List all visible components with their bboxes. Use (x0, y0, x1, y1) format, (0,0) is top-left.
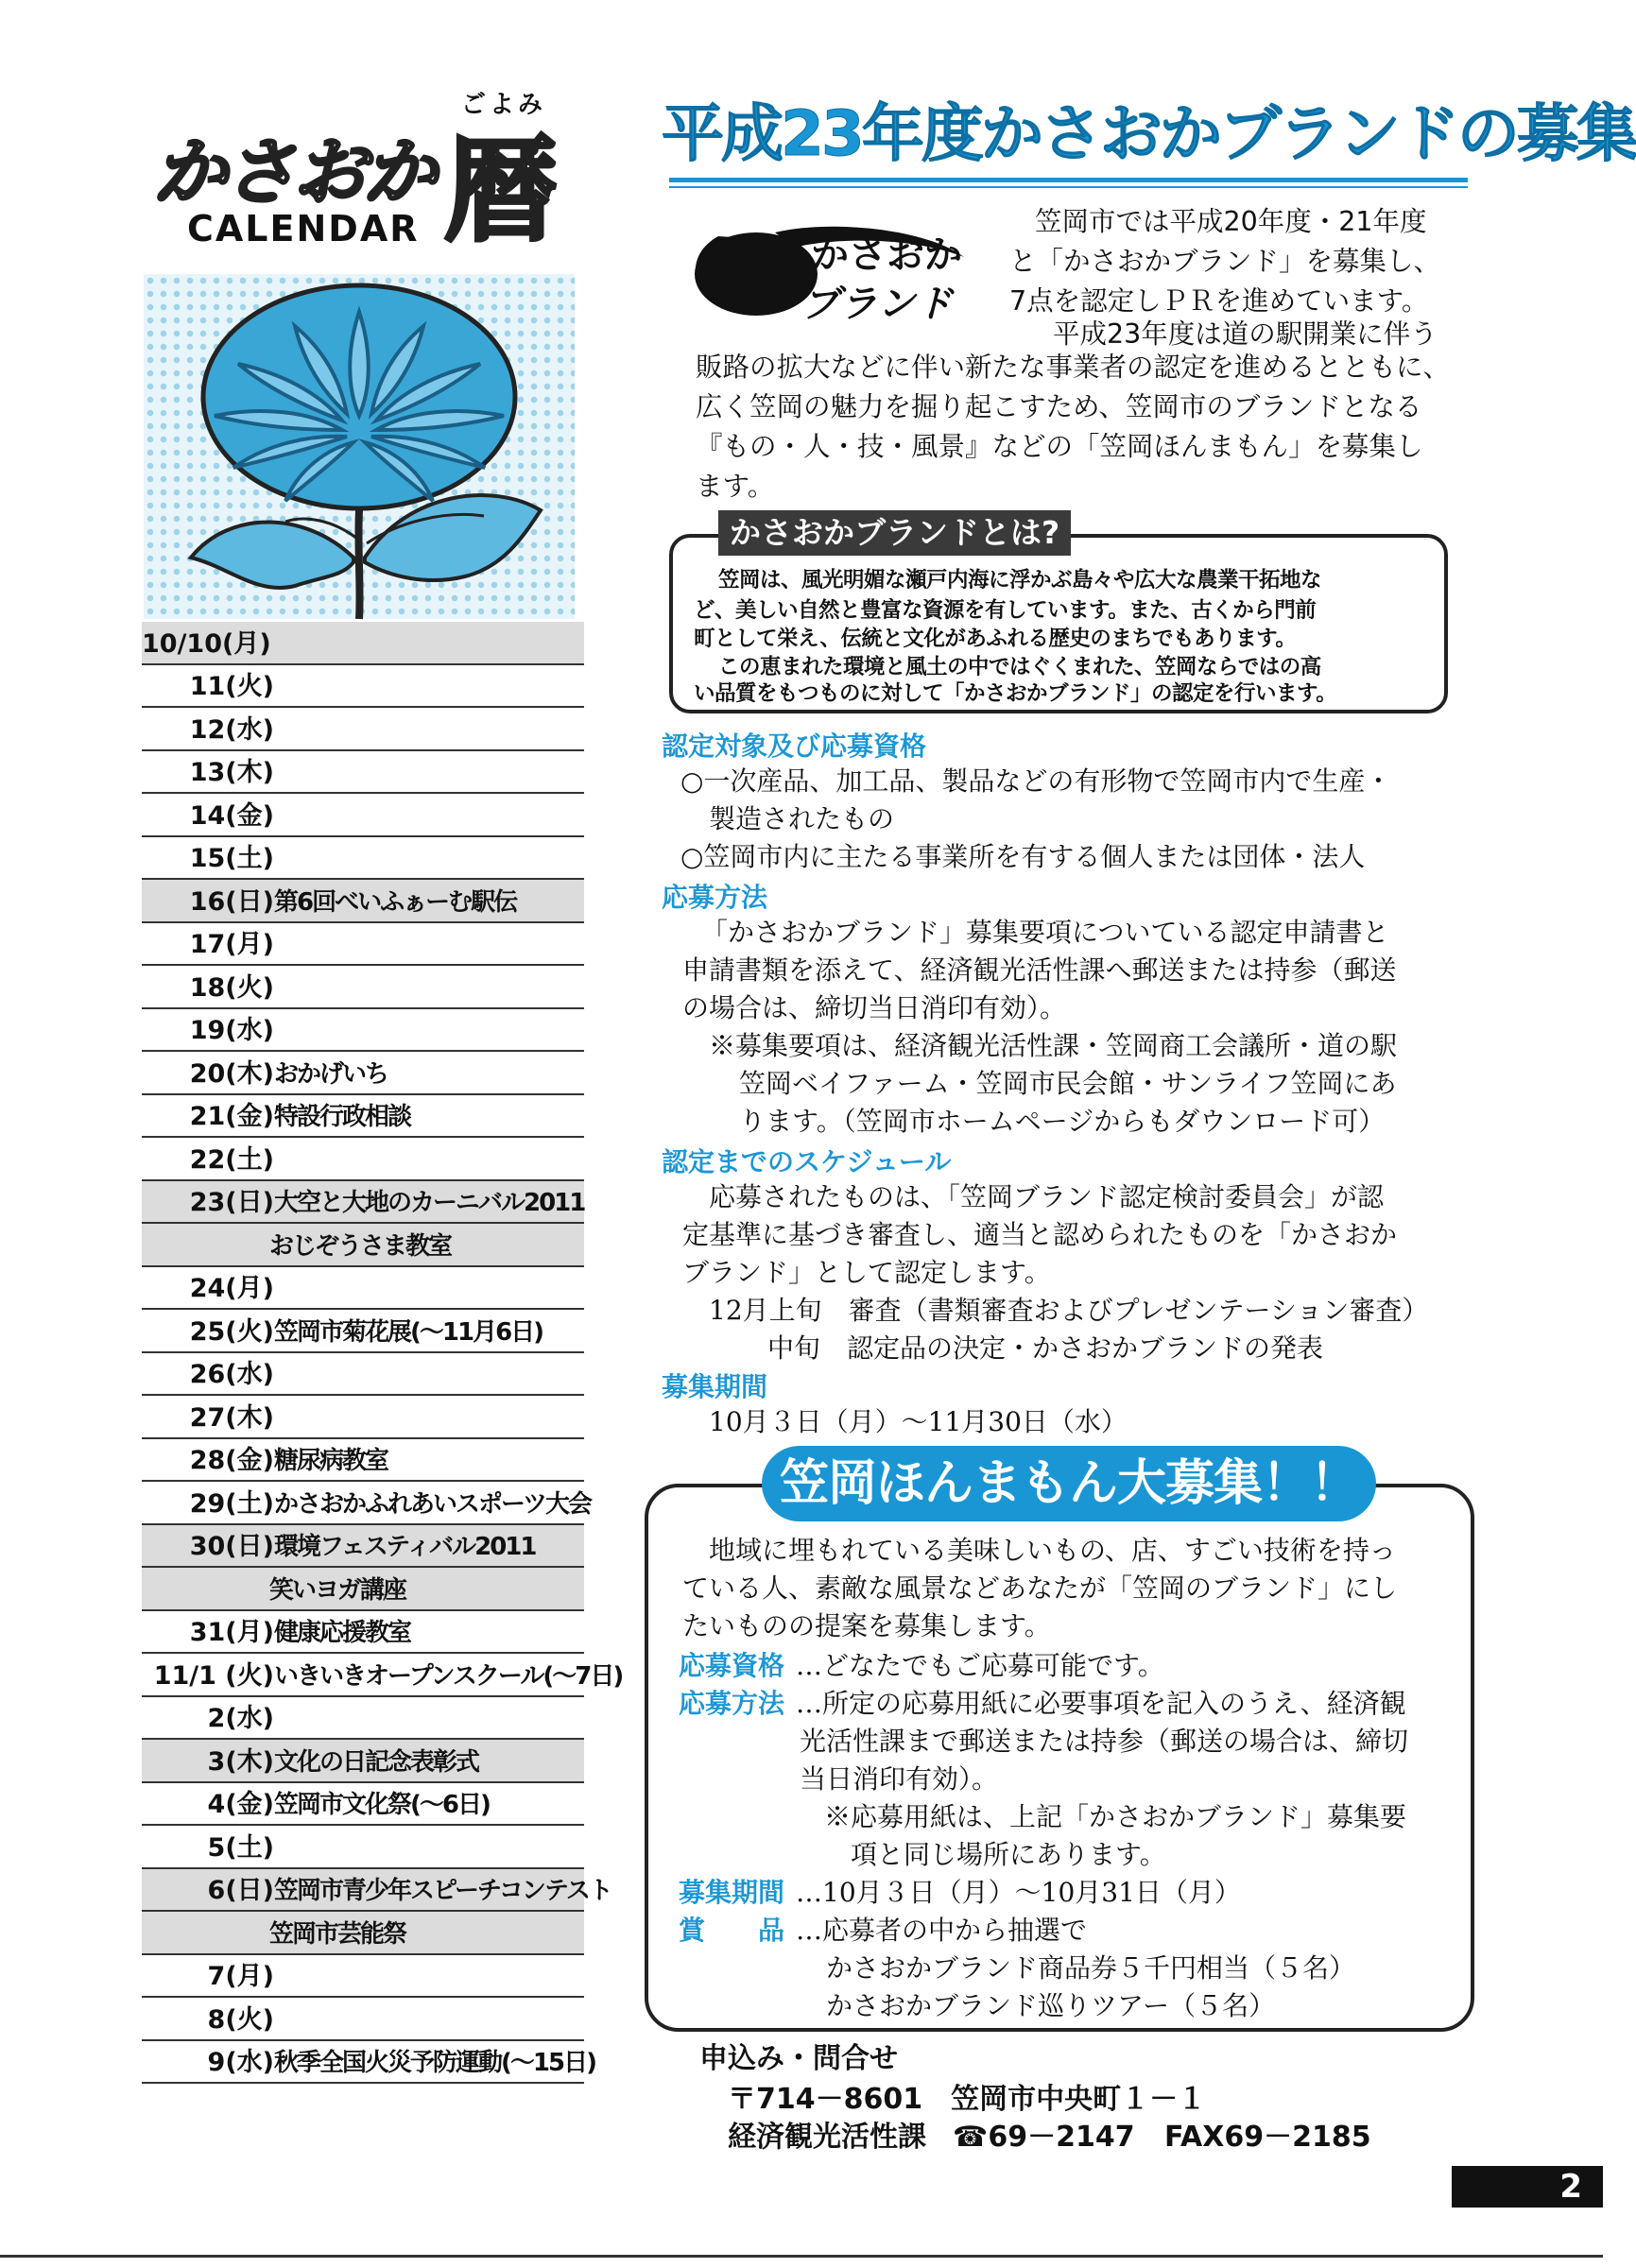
calendar-date: 19(水) (189, 1016, 274, 1045)
calendar-row (142, 1138, 584, 1181)
calendar-date: 30(日) (189, 1532, 274, 1561)
calendar-row (142, 2041, 595, 2085)
logo-english: CALENDAR (187, 208, 420, 249)
calendar-row (142, 1783, 584, 1827)
calendar-date: 20(木) (189, 1058, 274, 1089)
page-number: 2 (1452, 2166, 1603, 2208)
honmamon-intro-line: 地域に埋もれている美味しいもの、店、すごい技術を持っ (709, 1535, 1396, 1566)
contact-tel: ☎69－2147 (953, 2121, 1135, 2154)
calendar-date: 7(月) (207, 1962, 274, 1991)
article-title: 平成23年度かさおかブランドの募集 (662, 97, 1636, 170)
calendar-row (142, 1482, 591, 1525)
section-line: 笠岡ベイファーム・笠岡市民会館・サンライフ笠岡にあ (739, 1068, 1397, 1099)
calendar-row (142, 1052, 584, 1095)
calendar-date: 15(土) (189, 844, 274, 873)
about-line: 町として栄え、伝統と文化があふれる歴史のまちでもあります。 (694, 627, 1297, 651)
chrysanthemum-icon (144, 274, 575, 619)
bottom-rule (0, 2255, 1603, 2258)
calendar-event: いきいきオープンスクール(～7日) (274, 1661, 623, 1691)
intro-line: 広く笠岡の魅力を掘り起こすため、笠岡市のブランドとなる (696, 391, 1422, 422)
calendar-row (142, 1310, 584, 1353)
calendar-row (142, 1181, 584, 1225)
contact-fax: FAX69－2185 (1164, 2121, 1371, 2154)
method-line: 光活性課まで郵送または持参（郵送の場合は、締切 (800, 1726, 1409, 1757)
calendar-date: 22(土) (189, 1144, 274, 1175)
calendar-row (142, 1353, 584, 1397)
calendar-date: 10/10(月) (142, 628, 271, 659)
section-heading-period: 募集期間 (662, 1371, 768, 1402)
calendar-row (142, 1912, 584, 1955)
calendar-row (142, 1224, 584, 1267)
section-line: 製造されたもの (709, 803, 895, 834)
calendar-row (142, 1568, 584, 1611)
calendar-date: 9(水) (207, 2048, 274, 2077)
calendar-logo (142, 85, 577, 255)
calendar-row (142, 1955, 584, 1999)
calendar-event: 特設行政相談 (274, 1103, 411, 1131)
calendar-row (142, 622, 584, 665)
section-line: ○笠岡市内に主たる事業所を有する個人または団体・法人 (680, 841, 1366, 872)
section-line: ります。（笠岡市ホームページからもダウンロード可） (739, 1106, 1386, 1137)
calendar-event: 笠岡市菊花展(～11月6日) (274, 1317, 543, 1347)
contact-heading: 申込み・問合せ (699, 2042, 898, 2075)
calendar-row (142, 1009, 584, 1053)
method-line: …所定の応募用紙に必要事項を記入のうえ、経済観 (796, 1688, 1406, 1719)
honmamon-intro-line: たいものの提案を募集します。 (682, 1610, 1051, 1641)
calendar-date: 2(水) (207, 1704, 274, 1733)
calendar-date: 27(木) (189, 1402, 274, 1433)
calendar-date: 5(土) (207, 1832, 274, 1863)
calendar-row (142, 923, 584, 967)
calendar-date: 18(火) (189, 972, 274, 1003)
eligibility-text: …どなたでもご応募可能です。 (796, 1650, 1164, 1681)
calendar-row (142, 1267, 584, 1311)
calendar-row (142, 1654, 623, 1697)
calendar-event: 笠岡市芸能祭 (269, 1919, 406, 1949)
calendar-date: 12(水) (189, 714, 274, 745)
calendar-row (142, 1525, 584, 1569)
section-line: 10月３日（月）～11月30日（水） (709, 1406, 1128, 1437)
logo-ruby: ごよみ (461, 91, 547, 119)
method-line: 項と同じ場所にあります。 (851, 1839, 1166, 1870)
calendar-date: 14(金) (189, 800, 274, 831)
calendar-event: おかげいち (274, 1059, 388, 1089)
section-line: ※募集要項は、経済観光活性課・笠岡商工会議所・道の駅 (709, 1030, 1398, 1061)
brand-logo-line1: かさおか (811, 233, 962, 277)
calendar-row (142, 751, 584, 795)
calendar-row (142, 1869, 611, 1913)
calendar-row (142, 1396, 584, 1439)
calendar-event: 笠岡市青少年スピーチコンテスト (274, 1877, 611, 1905)
brand-logo-line2: ブランド (801, 283, 953, 326)
calendar-date: 21(金) (189, 1102, 274, 1131)
calendar-date: 11/1 (火) (153, 1660, 274, 1691)
section-line: の場合は、締切当日消印有効）。 (682, 992, 1067, 1023)
about-line: ど、美しい自然と豊富な資源を有しています。また、古くから門前 (694, 598, 1317, 623)
calendar-row (142, 1826, 584, 1869)
intro-line: ます。 (696, 471, 775, 502)
section-line: ○一次産品、加工品、製品などの有形物で笠岡市内で生産・ (680, 765, 1392, 797)
kasaoka-brand-logo (690, 219, 973, 326)
prize-line: かさおかブランド商品券５千円相当（５名） (826, 1952, 1356, 1984)
calendar-row (142, 1998, 584, 2041)
logo-kanji: 暦 (444, 126, 558, 257)
calendar-event: 笑いヨガ講座 (269, 1575, 406, 1605)
honmamon-intro-line: ている人、素敵な風景などあなたが「笠岡のブランド」にし (682, 1572, 1398, 1604)
section-line: 応募されたものは、「笠岡ブランド認定検討委員会」が認 (709, 1181, 1385, 1212)
calendar-date: 3(木) (207, 1746, 274, 1777)
section-line: 定基準に基づき審査し、適当と認められたものを「かさおか (682, 1219, 1398, 1250)
calendar-row (142, 1095, 584, 1139)
calendar-row (142, 966, 584, 1009)
calendar-row (142, 665, 584, 709)
calendar-date: 13(木) (189, 758, 274, 787)
calendar-list (142, 622, 623, 2084)
contact-dept: 経済観光活性課 (728, 2121, 926, 2154)
chrysanthemum-illustration (144, 274, 575, 619)
calendar-date: 6(日) (207, 1876, 274, 1905)
calendar-row (142, 837, 584, 881)
about-brand-label: かさおかブランドとは? (718, 510, 1071, 556)
eligibility-label: 応募資格 (679, 1650, 785, 1681)
section-line: 申請書類を添えて、経済観光活性課へ郵送または持参（郵送 (682, 954, 1397, 986)
section-line: ブランド」として認定します。 (682, 1257, 1051, 1288)
intro-line: 『もの・人・技・風景』などの「笠岡ほんまもん」を募集し (696, 431, 1423, 462)
about-line: 笠岡は、風光明媚な瀬戸内海に浮かぶ島々や広大な農業干拓地な (718, 568, 1322, 593)
calendar-date: 4(金) (207, 1790, 274, 1819)
calendar-event: 環境フェスティバル2011 (274, 1533, 536, 1561)
calendar-event: 糖尿病教室 (274, 1447, 388, 1475)
about-line: この恵まれた環境と風土の中ではぐくまれた、笠岡ならではの高 (718, 655, 1321, 679)
logo-text: かさおか (153, 130, 434, 215)
calendar-date: 11(火) (189, 672, 274, 701)
calendar-row (142, 708, 584, 751)
honmamon-title: 笠岡ほんまもん大募集！！ (762, 1446, 1376, 1521)
intro-line: 笠岡市では平成20年度・21年度 (1035, 206, 1427, 237)
calendar-date: 23(日) (189, 1188, 274, 1217)
calendar-event: 第6回べいふぁーむ駅伝 (274, 887, 517, 917)
contact-address: 〒714－8601 笠岡市中央町１－１ (728, 2083, 1207, 2116)
calendar-row (142, 1697, 584, 1741)
method-line: ※応募用紙は、上記「かさおかブランド」募集要 (824, 1801, 1407, 1832)
section-heading-method: 応募方法 (662, 882, 768, 913)
calendar-date: 17(月) (189, 930, 274, 959)
calendar-date: 26(水) (189, 1360, 274, 1389)
prize-line: かさおかブランド巡りツアー（５名） (826, 1990, 1276, 2021)
calendar-event: 笠岡市文化祭(～6日) (274, 1791, 490, 1819)
method-line: 当日消印有効）。 (800, 1763, 999, 1795)
prize-label: 賞 品 (679, 1915, 785, 1946)
calendar-date: 31(月) (189, 1618, 274, 1647)
section-heading-schedule: 認定までのスケジュール (662, 1146, 952, 1177)
calendar-date: 8(火) (207, 2004, 274, 2035)
calendar-event: おじぞうさま教室 (269, 1231, 452, 1261)
period-text: …10月３日（月）～10月31日（月） (796, 1877, 1241, 1908)
calendar-row (142, 880, 584, 923)
title-rule-thin (669, 186, 1468, 188)
about-line: い品質をもつものに対して「かさおかブランド」の認定を行います。 (694, 681, 1337, 706)
calendar-date: 29(土) (189, 1488, 274, 1519)
calendar-date: 16(日) (189, 886, 274, 917)
section-heading-eligibility: 認定対象及び応募資格 (662, 730, 927, 762)
calendar-row (142, 1740, 584, 1783)
calendar-event: 健康応援教室 (274, 1619, 411, 1647)
method-label: 応募方法 (679, 1688, 785, 1719)
intro-line: 販路の拡大などに伴い新たな事業者の認定を進めるとともに、 (696, 352, 1451, 383)
intro-line: 平成23年度は道の駅開業に伴う (1053, 318, 1438, 350)
calendar-event: 大空と大地のカーニバル2011 (274, 1189, 585, 1217)
calendar-date: 24(月) (189, 1274, 274, 1303)
title-rule (669, 178, 1468, 182)
intro-line: と「かさおかブランド」を募集し、 (1009, 246, 1441, 277)
section-line: 中旬 認定品の決定・かさおかブランドの発表 (767, 1332, 1324, 1364)
calendar-row (142, 1439, 584, 1483)
calendar-row (142, 794, 584, 837)
section-line: 12月上旬 審査（書類審査およびプレゼンテーション審査） (709, 1295, 1429, 1326)
intro-line: 7点を認定しＰＲを進めています。 (1009, 285, 1429, 317)
calendar-event: かさおかふれあいスポーツ大会 (274, 1489, 591, 1519)
prize-line: …応募者の中から抽選で (796, 1915, 1088, 1946)
calendar-event: 秋季全国火災予防運動(～15日) (274, 2049, 595, 2077)
calendar-date: 28(金) (189, 1446, 274, 1475)
section-line: 「かさおかブランド」募集要項についている認定申請書と (701, 917, 1389, 948)
calendar-row (142, 1611, 584, 1655)
period-label: 募集期間 (679, 1877, 785, 1908)
calendar-date: 25(火) (189, 1316, 274, 1347)
calendar-event: 文化の日記念表彰式 (274, 1747, 479, 1777)
